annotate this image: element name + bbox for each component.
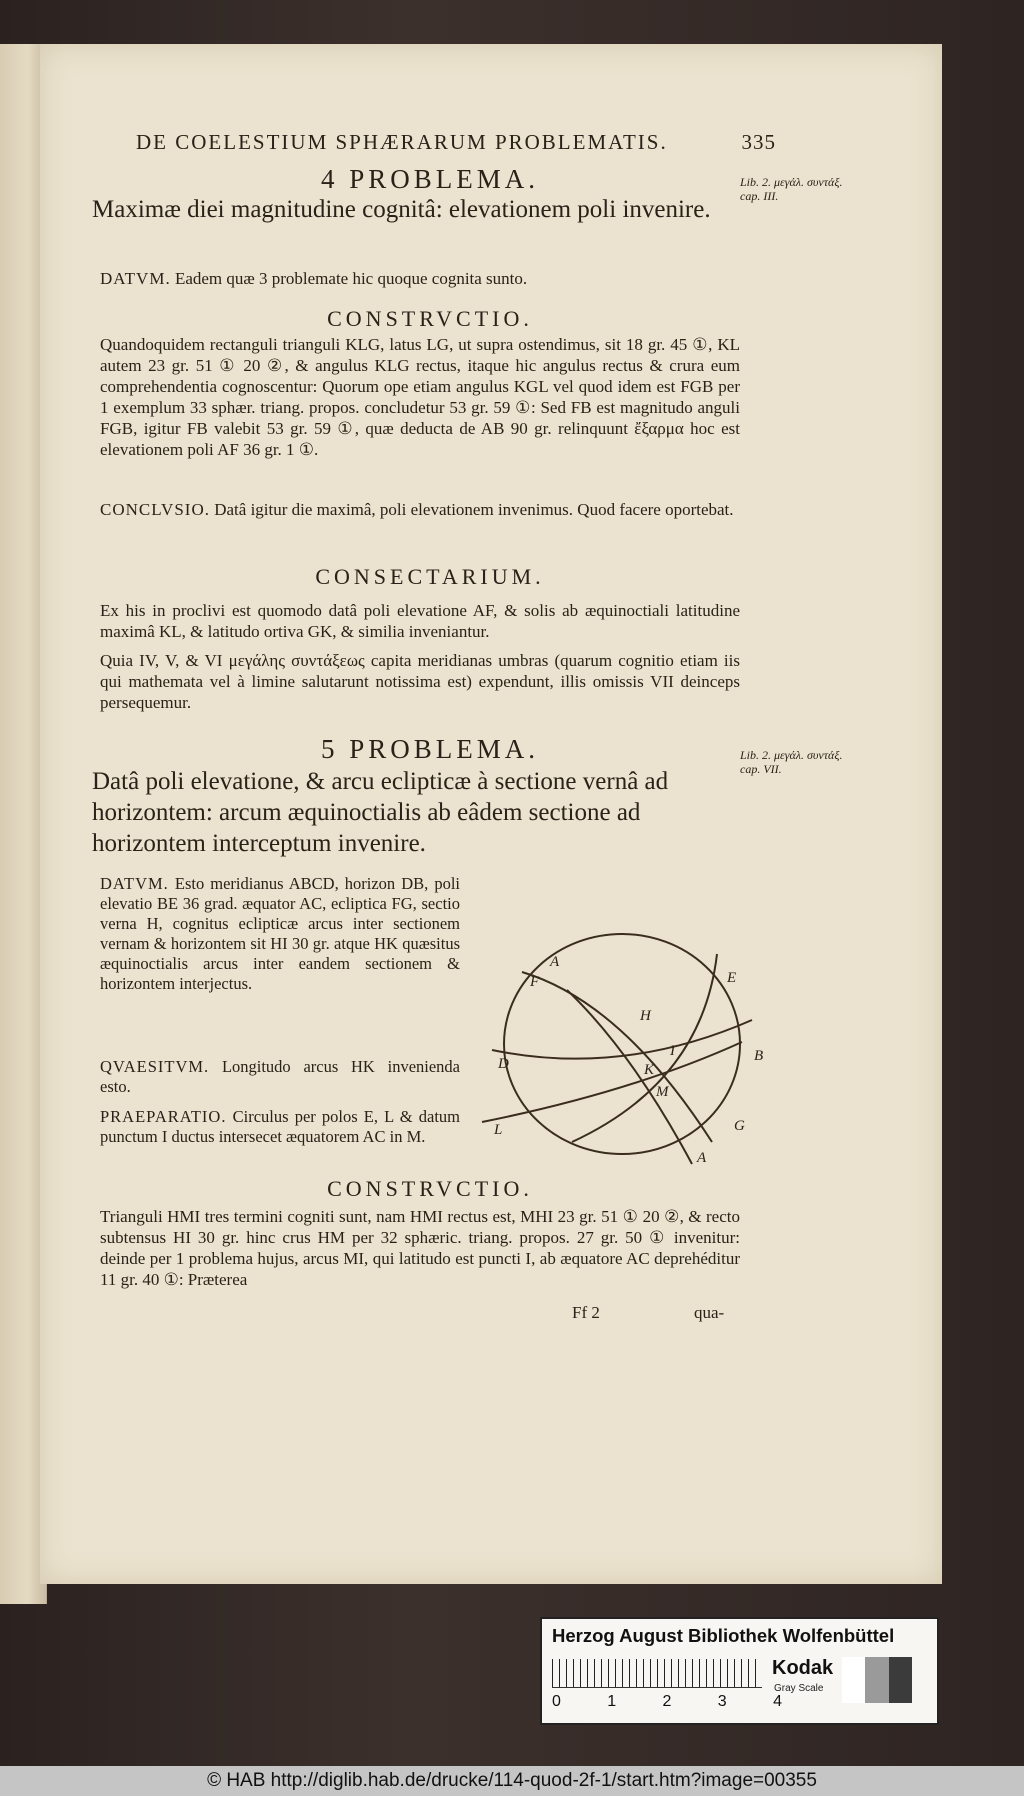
catchword: qua-	[694, 1303, 725, 1322]
book-page	[40, 44, 942, 1584]
signature-mark: Ff 2	[572, 1303, 600, 1322]
label-M: M	[656, 1084, 669, 1100]
datum-label-5: DATVM.	[100, 874, 169, 893]
ruler-scale	[552, 1659, 762, 1688]
label-A-top: A	[550, 954, 560, 970]
problem-4-datum	[100, 268, 740, 289]
datum-label: DATVM.	[100, 269, 171, 288]
margin-note-problem-5: Lib. 2. μεγάλ. συντάξ. cap. VII.	[740, 748, 843, 776]
consectarium-heading: CONSECTARIUM.	[315, 564, 545, 589]
consectarium-paragraph-2: Quia IV, V, & VI μεγάλης συντάξεως capita meridianas umbras (quarum cognitio etiam iis qui mathemata vel à limine salutarunt notissima est) expendunt, illis omissis VII deinceps persequemur.	[100, 651, 740, 712]
ruler-number: 1	[607, 1693, 617, 1710]
kodak-logo: Kodak	[772, 1657, 834, 1679]
label-A-bottom: A	[697, 1150, 707, 1166]
label-L: L	[494, 1122, 503, 1138]
running-head-text: DE COELESTIUM SPHÆRARUM PROBLEMATIS.	[136, 130, 668, 154]
page-number: 335	[741, 130, 776, 154]
label-B: B	[754, 1048, 764, 1064]
problem-5-title: 5 PROBLEMA.	[320, 734, 540, 764]
problem-4-conclusio	[100, 499, 740, 520]
problem-5-datum	[100, 874, 460, 994]
library-name: Herzog August Bibliothek Wolfenbüttel	[552, 1625, 895, 1646]
datum-text-5: Esto meridianus ABCD, horizon DB, poli elevatio BE 36 grad. æquator AC, ecliptica FG, sectio verna H, cognitus eclipticæ arcus inter sectionem vernam & horizontem sit HI 30 gr. atque HK quæsitus æquinoctialis arcus inter eandem sectionem & horizontem interjectus.	[100, 874, 460, 993]
problem-4-statement: Maximæ diei magnitudine cognitâ: elevationem poli invenire.	[92, 196, 711, 223]
praeparatio-label: PRAEPARATIO.	[100, 1107, 227, 1126]
problem-5-statement: Datâ poli elevatione, & arcu eclipticæ à sectione vernâ ad horizontem: arcum æquinoctialis ab eâdem sectione ad horizontem interceptum invenire.	[92, 768, 669, 857]
quaesitum-text: Longitudo arcus HK invenienda esto.	[100, 1057, 461, 1096]
label-I: I	[670, 1043, 675, 1059]
meridian-circle	[504, 934, 740, 1154]
margin-note-problem-4: Lib. 2. μεγάλ. συντάξ. cap. III.	[740, 175, 843, 203]
problem-5-praeparatio	[100, 1107, 460, 1147]
label-K: K	[644, 1062, 655, 1078]
ruler-numbers	[552, 1693, 782, 1711]
constructio-heading: CONSTRVCTIO.	[327, 306, 533, 331]
problem-4-title: 4 PROBLEMA.	[320, 164, 540, 194]
datum-text: Eadem quæ 3 problemate hic quoque cognita sunto.	[174, 269, 528, 288]
constructio-heading-5: CONSTRVCTIO.	[327, 1176, 533, 1201]
label-H: H	[640, 1008, 651, 1024]
label-E: E	[727, 970, 737, 986]
constructio-text-5: Trianguli HMI tres termini cogniti sunt, nam HMI rectus est, MHI 23 gr. 51 ① 20 ②, & recto subtensus HI 30 gr. hinc crus HM per 32 sphæric. triang. propos. 27 gr. 50 ① invenitur: deinde per 1 problema hujus, arcus MI, qui latitudo est puncti I, ab æquatore AC deprehéditur 11 gr. 40 ①: Præterea	[100, 1207, 740, 1289]
consectarium-paragraph-1: Ex his in proclivi est quomodo datâ poli elevatione AF, & solis ab æquinoctiali latitudine maximâ KL, & latitudo ortiva GK, & similia inveniantur.	[100, 601, 740, 641]
running-head	[136, 130, 776, 155]
ruler-number: 2	[662, 1693, 672, 1710]
gray-swatch-mid	[865, 1657, 888, 1703]
gray-swatch-dark	[889, 1657, 912, 1703]
polar-circle-arc	[567, 990, 692, 1164]
problem-5-quaesitum	[100, 1057, 460, 1097]
conclusio-label: CONCLVSIO.	[100, 500, 210, 519]
label-D: D	[498, 1056, 509, 1072]
footer-url-bar	[0, 1766, 1024, 1796]
ruler-number: 0	[552, 1693, 561, 1710]
gray-scale-label: Gray Scale	[774, 1683, 824, 1694]
footer-url-text[interactable]: © HAB http://diglib.hab.de/drucke/114-quod-2f-1/start.htm?image=00355	[207, 1770, 817, 1791]
equator-arc	[572, 954, 717, 1142]
label-G: G	[734, 1118, 745, 1134]
constructio-text: Quandoquidem rectanguli trianguli KLG, latus LG, ut supra ostendimus, sit 18 gr. 45 ①, KL autem 23 gr. 51 ① 20 ②, & angulus KLG rectus, itaque hic angulus rectus & crura eum comprehendentia cognoscentur: Quorum ope etiam angulus KGL vel quod idem est FGB per 1 exemplum 33 sphær. triang. propos. concludetur 53 gr. 59 ①: Sed FB est magnitudo anguli FGB, igitur FB valebit 53 gr. 59 ①, quæ deducta de AB 90 gr. relinquunt ἔξαρμα hoc est elevationem poli AF 36 gr. 1 ①.	[100, 335, 740, 459]
gray-swatches	[842, 1657, 912, 1703]
label-F: F	[530, 974, 540, 990]
conclusio-text: Datâ igitur die maximâ, poli elevationem invenimus. Quod facere oportebat.	[214, 500, 734, 519]
gray-swatch-white	[842, 1657, 865, 1703]
spherical-triangle-diagram	[452, 902, 762, 1182]
quaesitum-label: QVAESITVM.	[100, 1057, 210, 1076]
ruler-number: 4	[773, 1693, 782, 1710]
library-scale-card	[540, 1617, 939, 1725]
praeparatio-text: Circulus per polos E, L & datum punctum I ductus intersecet æquatorem AC in M.	[100, 1107, 461, 1146]
ruler-number: 3	[717, 1693, 727, 1710]
